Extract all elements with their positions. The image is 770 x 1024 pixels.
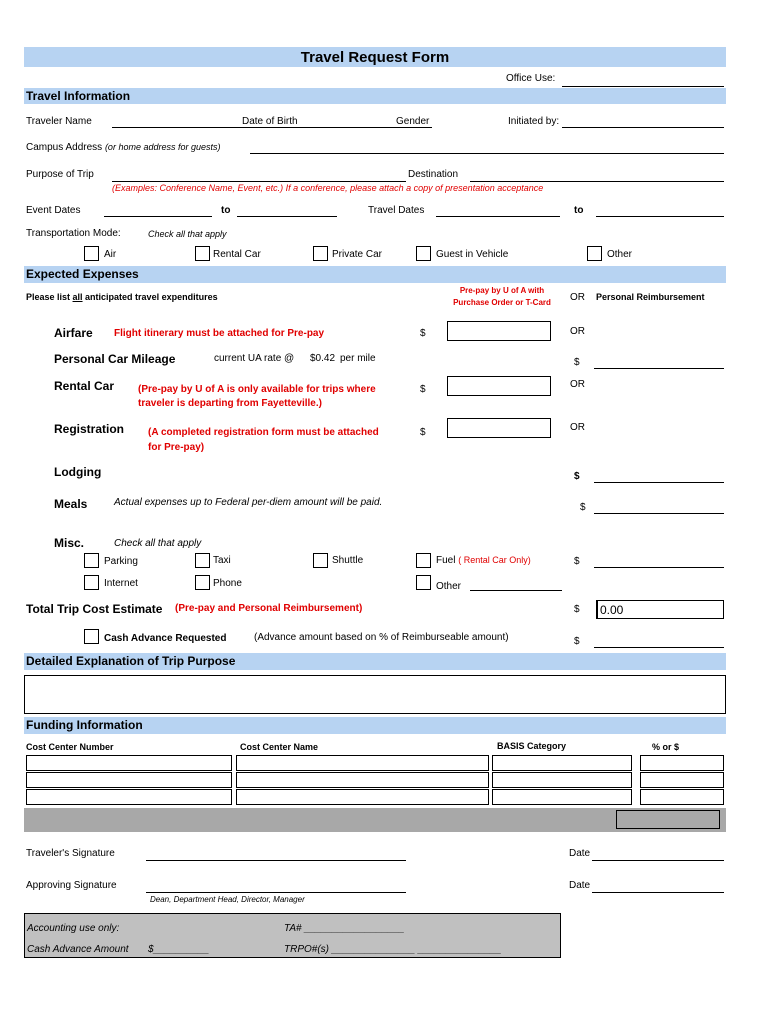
purpose-note: (Examples: Conference Name, Event, etc.) If a conference, please attach a copy of presentation acceptance [112,183,544,193]
other-transport-label: Other [607,249,633,260]
other-transport-checkbox[interactable] [587,246,602,261]
rental-dollar: $ [420,384,426,395]
travel-start-field[interactable] [436,216,560,217]
event-end-field[interactable] [237,216,337,217]
traveler-date-field[interactable] [592,860,724,861]
transport-mode-label: Transportation Mode: [26,228,121,239]
funding-row3-number[interactable] [26,789,232,805]
cash-advance-checkbox[interactable] [84,629,99,644]
cost-center-number-header: Cost Center Number [26,742,114,752]
approving-signature-label: Approving Signature [26,880,117,891]
transport-check-all: Check all that apply [148,229,227,239]
cash-advance-field[interactable] [594,647,724,648]
lodging-label: Lodging [54,465,102,479]
travel-end-field[interactable] [596,216,724,217]
lodging-dollar: $ [574,471,580,482]
funding-row3-name[interactable] [236,789,489,805]
rental-or: OR [570,379,585,390]
fuel-label [436,555,531,566]
ta-field[interactable]: TA# __________________ [284,923,405,934]
purpose-label: Purpose of Trip [26,169,94,180]
rental-car-label: Rental Car [213,249,261,260]
initiated-by-field[interactable] [562,127,724,128]
prepay-header-line1: Pre-pay by U of A with [459,286,545,295]
airfare-prepay-field[interactable] [447,321,551,341]
percent-header: % or $ [652,742,680,752]
campus-address-field[interactable] [250,153,724,154]
other-misc-label: Other [436,581,462,592]
taxi-checkbox[interactable] [195,553,210,568]
fuel-text: Fuel [436,555,456,566]
traveler-signature-field[interactable] [146,860,406,861]
form-title: Travel Request Form [300,49,450,66]
cash-advance-label: Cash Advance Requested [104,633,227,644]
rental-note-2: traveler is departing from Fayetteville.) [138,398,322,409]
campus-address-label [26,142,221,153]
traveler-name-label: Traveler Name [26,116,92,127]
rental-label: Rental Car [54,379,115,393]
misc-check-all: Check all that apply [114,538,202,549]
funding-row2-name[interactable] [236,772,489,788]
meals-dollar: $ [580,502,586,513]
shuttle-checkbox[interactable] [313,553,328,568]
fuel-note: ( Rental Car Only) [458,555,531,565]
approving-date-field[interactable] [592,892,724,893]
office-use-label: Office Use: [506,73,556,84]
total-dollar: $ [574,604,580,615]
mileage-dollar: $ [574,357,580,368]
total-note: (Pre-pay and Personal Reimbursement) [175,603,363,614]
event-to-label: to [221,205,231,216]
personal-reimbursement-header: Personal Reimbursement [596,292,705,302]
expenses-header [24,266,726,283]
mileage-note: current UA rate @ [214,353,295,364]
please-list-label [26,292,218,302]
cash-advance-note: (Advance amount based on % of Reimburseable amount) [254,632,509,643]
meals-note: Actual expenses up to Federal per-diem amount will be paid. [114,497,383,508]
other-misc-field[interactable] [470,590,562,591]
event-dates-label: Event Dates [26,205,81,216]
mileage-label: Personal Car Mileage [54,352,176,366]
dob-label: Date of Birth [242,116,298,127]
travel-dates-label: Travel Dates [368,205,425,216]
air-label: Air [104,249,117,260]
please-list-text-1: Please list [26,292,73,302]
misc-dollar: $ [574,556,580,567]
please-list-all: all [72,292,83,302]
shuttle-label: Shuttle [332,555,364,566]
airfare-or: OR [570,326,585,337]
meals-reimb-field[interactable] [594,513,724,514]
cash-advance-amount-label: Cash Advance Amount [27,944,129,955]
approver-note: Dean, Department Head, Director, Manager [150,895,305,904]
funding-header [24,717,726,734]
basis-category-header: BASIS Category [497,741,567,751]
mileage-reimb-field[interactable] [594,368,724,369]
airfare-dollar: $ [420,328,426,339]
funding-total-field[interactable] [616,810,720,829]
funding-row2-percent[interactable] [640,772,724,788]
accounting-label: Accounting use only: [27,923,120,934]
guest-vehicle-checkbox[interactable] [416,246,431,261]
total-value: 0.00 [600,603,624,617]
airfare-note: Flight itinerary must be attached for Pre-pay [114,328,325,339]
traveler-name-field[interactable] [112,127,432,128]
airfare-label: Airfare [54,326,93,340]
fuel-checkbox[interactable] [416,553,431,568]
funding-row3-percent[interactable] [640,789,724,805]
funding-row3-basis[interactable] [492,789,632,805]
explanation-header [24,653,726,670]
funding-row1-name[interactable] [236,755,489,771]
rental-car-checkbox[interactable] [195,246,210,261]
cost-center-name-header: Cost Center Name [240,742,319,752]
expenses-title: Expected Expenses [26,267,139,281]
per-mile-label: per mile [340,353,376,364]
registration-note-1: (A completed registration form must be attached [148,427,379,438]
travel-to-label: to [574,205,584,216]
rental-prepay-field[interactable] [447,376,551,396]
misc-reimb-field[interactable] [594,567,724,568]
total-label: Total Trip Cost Estimate [26,602,163,616]
gender-label: Gender [396,116,430,127]
registration-or: OR [570,422,585,433]
please-list-text-2: anticipated travel expenditures [82,292,218,302]
parking-checkbox[interactable] [84,553,99,568]
funding-row2-number[interactable] [26,772,232,788]
meals-label: Meals [54,497,88,511]
other-misc-checkbox[interactable] [416,575,431,590]
cash-advance-dollar: $ [574,636,580,647]
funding-row2-basis[interactable] [492,772,632,788]
approving-signature-field[interactable] [146,892,406,893]
campus-address-text: Campus Address [26,142,103,153]
registration-dollar: $ [420,427,426,438]
or-header: OR [570,292,585,303]
internet-checkbox[interactable] [84,575,99,590]
destination-field[interactable] [470,181,724,182]
prepay-header-line2: Purchase Order or T-Card [453,298,551,307]
private-car-label: Private Car [332,249,383,260]
funding-row1-basis[interactable] [492,755,632,771]
explanation-title: Detailed Explanation of Trip Purpose [26,654,236,668]
explanation-field[interactable] [24,675,726,714]
destination-label: Destination [408,169,459,180]
traveler-date-label: Date [569,848,591,859]
campus-address-note: (or home address for guests) [104,142,221,152]
registration-prepay-field[interactable] [447,418,551,438]
travel-info-header [24,88,726,104]
guest-vehicle-label: Guest in Vehicle [436,249,509,260]
mileage-rate: $0.42 [310,353,336,364]
phone-checkbox[interactable] [195,575,210,590]
travel-info-title: Travel Information [26,89,131,103]
traveler-signature-label: Traveler's Signature [26,848,115,859]
office-use-field[interactable] [562,86,724,87]
misc-label: Misc. [54,536,85,550]
trpo-field[interactable]: TRPO#(s) _______________ _______________ [284,944,502,955]
funding-row1-percent[interactable] [640,755,724,771]
approving-date-label: Date [569,880,591,891]
cash-advance-amount-field[interactable]: $__________ [148,944,210,955]
private-car-checkbox[interactable] [313,246,328,261]
funding-title: Funding Information [26,718,143,732]
taxi-label: Taxi [213,555,231,566]
funding-row1-number[interactable] [26,755,232,771]
event-start-field[interactable] [104,216,212,217]
initiated-by-label: Initiated by: [508,116,560,127]
registration-label: Registration [54,422,125,436]
registration-note-2: for Pre-pay) [148,442,205,453]
phone-label: Phone [213,578,242,589]
rental-note-1: (Pre-pay by U of A is only available for trips where [138,384,376,395]
purpose-field[interactable] [112,181,406,182]
air-checkbox[interactable] [84,246,99,261]
internet-label: Internet [104,578,138,589]
lodging-reimb-field[interactable] [594,482,724,483]
parking-label: Parking [104,556,138,567]
